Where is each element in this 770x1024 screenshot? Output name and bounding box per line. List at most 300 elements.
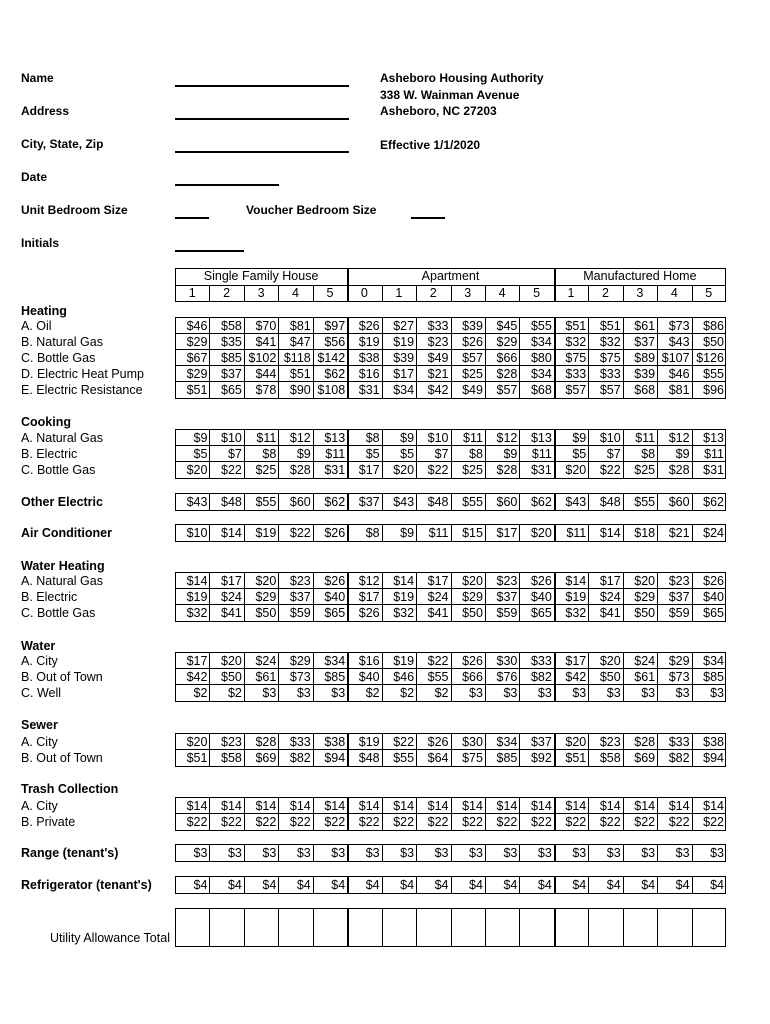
allowance-cell: $61 [634,319,656,333]
allowance-cell: $85 [496,751,518,765]
allowance-cell: $40 [703,590,724,604]
name-line[interactable] [175,85,349,87]
allowance-cell: $29 [496,335,518,349]
row-divider [175,749,726,750]
total-input-cell[interactable] [554,910,588,945]
allowance-cell: $9 [400,526,415,540]
row-divider [175,365,726,366]
allowance-cell: $25 [634,463,656,477]
allowance-cell: $3 [606,846,621,860]
total-input-cell[interactable] [657,910,691,945]
total-input-cell[interactable] [382,910,416,945]
allowance-cell: $22 [565,815,587,829]
allowance-cell: $23 [221,735,242,749]
allowance-cell: $17 [427,574,449,588]
allowance-cell: $22 [703,815,724,829]
allowance-cell: $97 [324,319,346,333]
unit-bedroom-size-line[interactable] [175,217,209,219]
allowance-cell: $46 [393,670,415,684]
allowance-cell: $48 [599,495,621,509]
allowance-cell: $92 [530,751,552,765]
allowance-cell: $21 [427,367,449,381]
row-label: C. Bottle Gas [21,463,96,477]
allowance-cell: $19 [393,590,415,604]
allowance-cell: $22 [289,815,311,829]
allowance-cell: $22 [462,815,483,829]
allowance-cell: $9 [296,447,311,461]
allowance-cell: $17 [599,574,621,588]
total-input-cell[interactable] [485,910,519,945]
allowance-cell: $43 [186,495,208,509]
allowance-cell: $19 [393,335,415,349]
allowance-cell: $21 [668,526,690,540]
allowance-cell: $3 [503,686,518,700]
allowance-cell: $4 [262,878,277,892]
allowance-cell: $20 [565,735,587,749]
section-title: Cooking [21,415,71,429]
allowance-cell: $94 [703,751,724,765]
allowance-cell: $65 [221,383,242,397]
bedroom-column-header: 4 [292,286,299,300]
allowance-cell: $19 [393,654,415,668]
allowance-cell: $20 [565,463,587,477]
allowance-cell: $2 [193,686,208,700]
allowance-cell: $90 [289,383,311,397]
city-state-zip-label: City, State, Zip [21,137,104,151]
bedroom-column-header: 2 [601,286,609,300]
allowance-cell: $85 [221,351,242,365]
allowance-cell: $43 [565,495,587,509]
allowance-cell: $33 [427,319,449,333]
allowance-cell: $10 [599,431,621,445]
allowance-cell: $49 [462,383,483,397]
allowance-cell: $29 [634,590,656,604]
allowance-cell: $31 [703,463,724,477]
allowance-cell: $55 [703,367,724,381]
header-col-divider [485,285,486,302]
allowance-cell: $14 [634,799,656,813]
allowance-cell: $12 [358,574,380,588]
row-label: C. Well [21,686,62,700]
allowance-cell: $7 [606,447,621,461]
allowance-cell: $22 [530,815,552,829]
header-col-divider [278,285,279,302]
allowance-cell: $20 [530,526,552,540]
allowance-cell: $85 [703,670,724,684]
allowance-cell: $126 [696,351,724,365]
total-input-cell[interactable] [451,910,485,945]
allowance-cell: $78 [255,383,277,397]
allowance-cell: $33 [599,367,621,381]
allowance-cell: $34 [530,335,552,349]
allowance-cell: $73 [668,319,690,333]
allowance-cell: $16 [358,654,380,668]
row-label: A. Natural Gas [21,431,103,445]
allowance-cell: $5 [365,447,380,461]
allowance-cell: $3 [262,846,277,860]
initials-line[interactable] [175,250,244,252]
row-label: B. Electric [21,447,78,461]
total-input-cell[interactable] [175,910,209,945]
allowance-cell: $22 [221,815,242,829]
row-divider [175,381,726,382]
allowance-cell: $5 [572,447,587,461]
total-input-cell[interactable] [278,910,312,945]
allowance-cell: $20 [599,654,621,668]
allowance-cell: $60 [496,495,518,509]
row-divider [175,333,726,334]
allowance-cell: $9 [193,431,208,445]
allowance-cell: $8 [641,447,656,461]
allowance-cell: $51 [565,751,587,765]
allowance-cell: $20 [221,654,242,668]
section-title: Water [21,639,56,653]
allowance-cell: $80 [530,351,552,365]
allowance-cell: $26 [358,319,380,333]
allowance-cell: $81 [668,383,690,397]
allowance-cell: $14 [324,799,346,813]
allowance-cell: $17 [358,590,380,604]
row-divider [175,813,726,814]
allowance-cell: $26 [703,574,724,588]
allowance-cell: $8 [469,447,483,461]
allowance-cell: $38 [358,351,380,365]
header-col-divider [588,285,589,302]
allowance-cell: $20 [255,574,277,588]
allowance-cell: $82 [668,751,690,765]
allowance-cell: $55 [255,495,277,509]
allowance-cell: $3 [227,846,242,860]
allowance-cell: $11 [325,447,346,461]
allowance-cell: $14 [599,526,621,540]
allowance-cell: $37 [289,590,311,604]
row-label: A. City [21,654,58,668]
group-header-2: Manufactured Home [583,269,697,283]
allowance-cell: $3 [675,686,690,700]
allowance-cell: $94 [324,751,346,765]
total-input-cell[interactable] [588,910,622,945]
allowance-cell: $2 [400,686,415,700]
allowance-cell: $37 [668,590,690,604]
allowance-cell: $55 [530,319,552,333]
allowance-cell: $81 [289,319,311,333]
allowance-cell: $70 [255,319,277,333]
total-input-cell[interactable] [313,910,347,945]
allowance-cell: $8 [365,431,380,445]
allowance-cell: $19 [255,526,277,540]
allowance-cell: $4 [572,878,587,892]
allowance-cell: $3 [710,846,724,860]
header-col-divider [382,285,383,302]
allowance-cell: $22 [393,735,415,749]
allowance-cell: $37 [221,367,242,381]
group-header-1: Apartment [421,269,480,283]
allowance-cell: $32 [565,335,587,349]
row-divider [175,588,726,589]
allowance-cell: $11 [463,431,483,445]
allowance-cell: $10 [427,431,449,445]
row-label: C. Bottle Gas [21,351,96,365]
allowance-cell: $3 [572,846,587,860]
allowance-cell: $22 [393,815,415,829]
allowance-cell: $17 [496,526,518,540]
allowance-cell: $14 [599,799,621,813]
allowance-cell: $9 [400,431,415,445]
allowance-cell: $22 [324,815,346,829]
allowance-cell: $9 [572,431,587,445]
allowance-cell: $60 [289,495,311,509]
allowance-cell: $73 [668,670,690,684]
header-col-divider [692,285,693,302]
allowance-cell: $32 [565,606,587,620]
allowance-cell: $26 [530,574,552,588]
allowance-cell: $26 [462,654,483,668]
allowance-cell: $68 [530,383,552,397]
row-label: B. Out of Town [21,751,103,765]
section-title: Trash Collection [21,782,119,796]
allowance-cell: $17 [221,574,242,588]
allowance-cell: $51 [289,367,311,381]
allowance-cell: $33 [668,735,690,749]
allowance-cell: $62 [324,367,346,381]
header-col-divider [657,285,658,302]
allowance-cell: $19 [358,735,380,749]
allowance-cell: $14 [289,799,311,813]
allowance-cell: $14 [565,574,587,588]
header-col-divider [416,285,417,302]
allowance-cell: $16 [358,367,380,381]
total-input-cell[interactable] [623,910,657,945]
address-line[interactable] [175,118,349,120]
allowance-cell: $29 [186,367,208,381]
allowance-cell: $102 [248,351,277,365]
allowance-cell: $5 [400,447,415,461]
allowance-cell: $25 [462,367,483,381]
allowance-cell: $4 [365,878,380,892]
group-divider [554,268,556,285]
allowance-cell: $14 [358,799,380,813]
allowance-cell: $31 [530,463,552,477]
allowance-cell: $3 [434,846,449,860]
allowance-cell: $11 [428,526,449,540]
allowance-cell: $61 [634,670,656,684]
allowance-cell: $3 [710,686,724,700]
allowance-cell: $3 [675,846,690,860]
allowance-cell: $8 [365,526,380,540]
allowance-cell: $31 [358,383,380,397]
allowance-cell: $50 [221,670,242,684]
allowance-cell: $8 [262,447,277,461]
allowance-cell: $37 [634,335,656,349]
allowance-cell: $107 [661,351,690,365]
allowance-cell: $50 [599,670,621,684]
city-state-zip-line[interactable] [175,151,349,153]
authority-name: Asheboro Housing Authority [380,71,544,85]
allowance-cell: $4 [537,878,552,892]
allowance-cell: $76 [496,670,518,684]
allowance-cell: $85 [324,670,346,684]
allowance-cell: $29 [186,335,208,349]
bedroom-column-header: 0 [360,286,368,300]
bedroom-column-header: 2 [223,286,231,300]
allowance-cell: $32 [599,335,621,349]
allowance-cell: $62 [324,495,346,509]
allowance-cell: $14 [668,799,690,813]
allowance-cell: $55 [634,495,656,509]
total-input-cell[interactable] [416,910,450,945]
allowance-cell: $14 [393,799,415,813]
allowance-cell: $24 [703,526,724,540]
allowance-cell: $40 [530,590,552,604]
allowance-cell: $11 [531,447,552,461]
allowance-cell: $3 [262,686,277,700]
voucher-bedroom-size-line[interactable] [411,217,445,219]
unit-bedroom-size-label: Unit Bedroom Size [21,203,128,217]
allowance-cell: $4 [400,878,415,892]
allowance-cell: $46 [186,319,208,333]
bedroom-column-header: 1 [188,286,196,300]
header-col-divider [244,285,245,302]
total-input-cell[interactable] [244,910,278,945]
allowance-cell: $48 [427,495,449,509]
row-label: A. Oil [21,319,52,333]
total-input-cell[interactable] [519,910,553,945]
allowance-cell: $3 [296,846,311,860]
allowance-cell: $108 [317,383,346,397]
allowance-cell: $29 [462,590,483,604]
allowance-cell: $2 [227,686,242,700]
row-label: B. Private [21,815,76,829]
allowance-cell: $3 [365,846,380,860]
allowance-cell: $32 [393,606,415,620]
allowance-cell: $3 [572,686,587,700]
utility-allowance-total-label: Utility Allowance Total [50,931,170,945]
allowance-cell: $30 [496,654,518,668]
header-col-divider [313,285,314,302]
allowance-cell: $59 [289,606,311,620]
allowance-cell: $4 [641,878,656,892]
allowance-cell: $34 [324,654,346,668]
allowance-cell: $4 [606,878,621,892]
allowance-cell: $4 [469,878,483,892]
allowance-cell: $40 [358,670,380,684]
allowance-cell: $38 [324,735,346,749]
row-divider [175,461,726,462]
allowance-cell: $4 [296,878,311,892]
allowance-cell: $26 [462,335,483,349]
allowance-cell: $59 [496,606,518,620]
row-label: D. Electric Heat Pump [21,367,144,381]
allowance-cell: $66 [496,351,518,365]
allowance-cell: $33 [289,735,311,749]
allowance-cell: $42 [565,670,587,684]
row-divider [175,445,726,446]
allowance-cell: $27 [393,319,415,333]
allowance-cell: $24 [255,654,277,668]
date-line[interactable] [175,184,279,186]
allowance-cell: $75 [599,351,621,365]
name-label: Name [21,71,54,85]
allowance-cell: $14 [221,526,242,540]
row-divider [175,668,726,669]
allowance-cell: $42 [427,383,449,397]
allowance-cell: $60 [668,495,690,509]
allowance-cell: $14 [255,799,277,813]
total-input-cell[interactable] [347,910,381,945]
allowance-cell: $45 [496,319,518,333]
header-col-divider [554,285,556,302]
allowance-cell: $22 [599,815,621,829]
allowance-cell: $48 [358,751,380,765]
allowance-cell: $33 [530,654,552,668]
allowance-cell: $23 [496,574,518,588]
allowance-cell: $24 [427,590,449,604]
allowance-cell: $17 [565,654,587,668]
section-title: Range (tenant's) [21,846,119,860]
bedroom-column-header: 5 [705,286,713,300]
allowance-cell: $51 [599,319,621,333]
allowance-cell: $10 [221,431,242,445]
section-title: Refrigerator (tenant's) [21,878,152,892]
row-label: B. Out of Town [21,670,103,684]
allowance-cell: $26 [358,606,380,620]
allowance-cell: $22 [427,463,449,477]
allowance-cell: $24 [634,654,656,668]
allowance-cell: $22 [427,815,449,829]
allowance-cell: $18 [634,526,656,540]
allowance-cell: $31 [324,463,346,477]
allowance-cell: $62 [530,495,552,509]
allowance-cell: $42 [186,670,208,684]
bedroom-column-header: 3 [636,286,644,300]
section-title: Heating [21,304,67,318]
allowance-cell: $37 [496,590,518,604]
allowance-cell: $3 [296,686,311,700]
bedroom-column-header: 3 [257,286,265,300]
total-input-cell[interactable] [692,910,726,945]
header-col-divider [519,285,520,302]
allowance-cell: $43 [668,335,690,349]
allowance-cell: $38 [703,735,724,749]
allowance-cell: $14 [186,574,208,588]
header-col-divider [623,285,624,302]
section-title: Water Heating [21,559,105,573]
bedroom-column-header: 4 [670,286,678,300]
allowance-cell: $23 [427,335,449,349]
allowance-cell: $22 [496,815,518,829]
allowance-cell: $34 [530,367,552,381]
address-label: Address [21,104,70,118]
allowance-cell: $50 [255,606,277,620]
allowance-cell: $82 [530,670,552,684]
allowance-cell: $75 [565,351,587,365]
row-label: B. Natural Gas [21,335,103,349]
allowance-cell: $14 [530,799,552,813]
bedroom-column-header: 1 [395,286,403,300]
allowance-cell: $49 [427,351,449,365]
allowance-cell: $35 [221,335,242,349]
allowance-cell: $89 [634,351,656,365]
row-label: C. Bottle Gas [21,606,96,620]
allowance-cell: $14 [393,574,415,588]
allowance-cell: $57 [565,383,587,397]
allowance-cell: $73 [289,670,311,684]
total-input-cell[interactable] [209,910,243,945]
allowance-cell: $82 [289,751,311,765]
allowance-cell: $12 [496,431,518,445]
allowance-cell: $13 [324,431,346,445]
allowance-cell: $64 [427,751,449,765]
